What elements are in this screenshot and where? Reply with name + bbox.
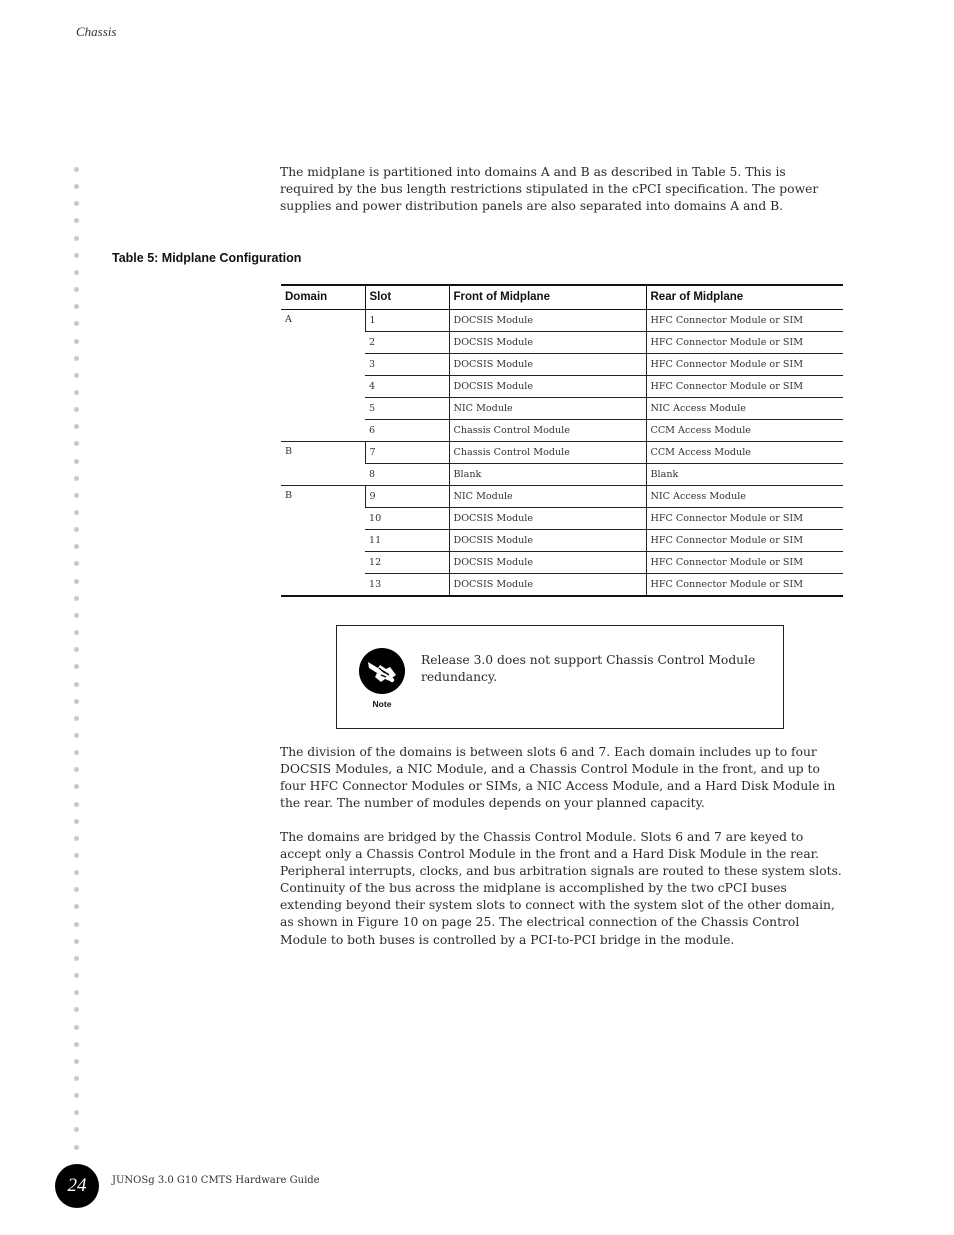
- header-front: Front of Midplane: [449, 285, 646, 310]
- margin-dot: [74, 1059, 79, 1064]
- margin-dot: [74, 682, 79, 687]
- margin-dot: [74, 459, 79, 464]
- slot-cell: 7: [365, 442, 449, 464]
- rear-cell: HFC Connector Module or SIM: [646, 332, 843, 354]
- slot-cell: 9: [365, 486, 449, 508]
- table-row: [281, 398, 843, 420]
- slot-cell: 8: [365, 464, 449, 486]
- margin-dot: [74, 527, 79, 532]
- slot-cell: 12: [365, 552, 449, 574]
- front-cell: DOCSIS Module: [449, 354, 646, 376]
- margin-dot: [74, 699, 79, 704]
- table-row: [281, 332, 843, 354]
- margin-dot: [74, 767, 79, 772]
- front-cell: DOCSIS Module: [449, 332, 646, 354]
- intro-paragraph: The midplane is partitioned into domains A and B as described in Table 5. This is required by the bus length restrictions stipulated in the cPCI specification. The power supplies and power distribution panels are also separated into domains A and B.: [280, 165, 819, 214]
- rear-cell: NIC Access Module: [646, 486, 843, 508]
- margin-dot: [74, 424, 79, 429]
- margin-dot: [74, 339, 79, 344]
- front-cell: DOCSIS Module: [449, 376, 646, 398]
- margin-dot: [74, 356, 79, 361]
- margin-dot: [74, 819, 79, 824]
- margin-dot: [74, 973, 79, 978]
- margin-dot: [74, 664, 79, 669]
- margin-dot: [74, 390, 79, 395]
- front-cell: DOCSIS Module: [449, 508, 646, 530]
- table-row: [281, 530, 843, 552]
- rear-cell: HFC Connector Module or SIM: [646, 530, 843, 552]
- margin-dot: [74, 750, 79, 755]
- header-domain: Domain: [281, 285, 365, 310]
- margin-dot: [74, 853, 79, 858]
- front-cell: DOCSIS Module: [449, 530, 646, 552]
- margin-dot: [74, 1025, 79, 1030]
- margin-dot: [74, 1042, 79, 1047]
- margin-dot: [74, 407, 79, 412]
- margin-dot: [74, 904, 79, 909]
- margin-dot: [74, 476, 79, 481]
- table-row: [281, 508, 843, 530]
- midplane-configuration-table: [281, 284, 843, 597]
- margin-dot: [74, 1127, 79, 1132]
- rear-cell: HFC Connector Module or SIM: [646, 376, 843, 398]
- margin-dot: [74, 784, 79, 789]
- table-header-row: [281, 285, 843, 310]
- margin-dot: [74, 939, 79, 944]
- running-header: Chassis: [76, 24, 117, 39]
- rear-cell: HFC Connector Module or SIM: [646, 552, 843, 574]
- margin-dot: [74, 253, 79, 258]
- margin-dot: [74, 441, 79, 446]
- table-row: [281, 376, 843, 398]
- front-cell: DOCSIS Module: [449, 574, 646, 597]
- margin-dot: [74, 870, 79, 875]
- body-paragraph-2: The domains are bridged by the Chassis Control Module. Slots 6 and 7 are keyed to accept only a Chassis Control Module in the front and a Hard Disk Module in the rear. Peripheral interrupts, clocks, and bus arbitration signals are routed to these system slots. Continuity of the bus across the midplane is accomplished by the two cPCI buses extending beyond their system slots to connect with the system slot of the other domain, as shown in Figure 10 on page 25. The electrical connection of the Chassis Control Module to both buses is controlled by a PCI-to-PCI bridge in the module.: [280, 830, 842, 947]
- table-caption: Table 5: Midplane Configuration: [112, 251, 302, 265]
- front-cell: Chassis Control Module: [449, 442, 646, 464]
- margin-dot: [74, 1110, 79, 1115]
- margin-dot: [74, 1076, 79, 1081]
- margin-dot: [74, 836, 79, 841]
- margin-dot-rule: [74, 167, 82, 1157]
- domain-cell: B: [281, 486, 365, 597]
- note-callout: [336, 625, 784, 729]
- table-row: [281, 310, 843, 332]
- body-paragraph-1: The division of the domains is between slots 6 and 7. Each domain includes up to four DOCSIS Modules, a NIC Module, and a Chassis Control Module in the front, and up to four HFC Connector Modules or SIMs, a NIC Access Module, and a Hard Disk Module in the rear. The number of modules depends on your planned capacity.: [280, 745, 836, 811]
- margin-dot: [74, 887, 79, 892]
- rear-cell: HFC Connector Module or SIM: [646, 574, 843, 597]
- domain-cell: A: [281, 310, 365, 442]
- slot-cell: 6: [365, 420, 449, 442]
- margin-dot: [74, 596, 79, 601]
- slot-cell: 11: [365, 530, 449, 552]
- margin-dot: [74, 218, 79, 223]
- slot-cell: 4: [365, 376, 449, 398]
- margin-dot: [74, 716, 79, 721]
- front-cell: NIC Module: [449, 398, 646, 420]
- rear-cell: Blank: [646, 464, 843, 486]
- table-row: [281, 574, 843, 597]
- rear-cell: NIC Access Module: [646, 398, 843, 420]
- table-row: [281, 486, 843, 508]
- front-cell: DOCSIS Module: [449, 310, 646, 332]
- margin-dot: [74, 304, 79, 309]
- slot-cell: 1: [365, 310, 449, 332]
- margin-dot: [74, 613, 79, 618]
- margin-dot: [74, 321, 79, 326]
- note-text: Release 3.0 does not support Chassis Control Module redundancy.: [421, 653, 756, 684]
- front-cell: Blank: [449, 464, 646, 486]
- margin-dot: [74, 287, 79, 292]
- domain-cell: B: [281, 442, 365, 486]
- margin-dot: [74, 510, 79, 515]
- margin-dot: [74, 733, 79, 738]
- rear-cell: HFC Connector Module or SIM: [646, 354, 843, 376]
- margin-dot: [74, 630, 79, 635]
- slot-cell: 2: [365, 332, 449, 354]
- margin-dot: [74, 493, 79, 498]
- margin-dot: [74, 373, 79, 378]
- margin-dot: [74, 167, 79, 172]
- margin-dot: [74, 1007, 79, 1012]
- front-cell: NIC Module: [449, 486, 646, 508]
- rear-cell: HFC Connector Module or SIM: [646, 508, 843, 530]
- margin-dot: [74, 544, 79, 549]
- margin-dot: [74, 270, 79, 275]
- rear-cell: HFC Connector Module or SIM: [646, 310, 843, 332]
- note-hand-icon: [359, 648, 405, 694]
- table-row: [281, 354, 843, 376]
- margin-dot: [74, 922, 79, 927]
- margin-dot: [74, 184, 79, 189]
- slot-cell: 3: [365, 354, 449, 376]
- table-row: [281, 442, 843, 464]
- margin-dot: [74, 990, 79, 995]
- slot-cell: 13: [369, 579, 382, 590]
- page-number-badge: 24: [55, 1164, 99, 1208]
- note-label: Note: [372, 699, 392, 709]
- rear-cell: CCM Access Module: [646, 442, 843, 464]
- margin-dot: [74, 579, 79, 584]
- footer-book-title: JUNOSg 3.0 G10 CMTS Hardware Guide: [112, 1175, 320, 1186]
- rear-cell: CCM Access Module: [646, 420, 843, 442]
- margin-dot: [74, 561, 79, 566]
- table-row: [281, 420, 843, 442]
- table-row: [281, 552, 843, 574]
- slot-cell: 5: [365, 398, 449, 420]
- margin-dot: [74, 1093, 79, 1098]
- table-row: [281, 464, 843, 486]
- margin-dot: [74, 1145, 79, 1150]
- slot-cell: 10: [365, 508, 449, 530]
- front-cell: DOCSIS Module: [449, 552, 646, 574]
- margin-dot: [74, 647, 79, 652]
- margin-dot: [74, 956, 79, 961]
- header-rear: Rear of Midplane: [646, 285, 843, 310]
- header-slot: Slot: [365, 285, 449, 310]
- margin-dot: [74, 802, 79, 807]
- front-cell: Chassis Control Module: [449, 420, 646, 442]
- margin-dot: [74, 236, 79, 241]
- margin-dot: [74, 201, 79, 206]
